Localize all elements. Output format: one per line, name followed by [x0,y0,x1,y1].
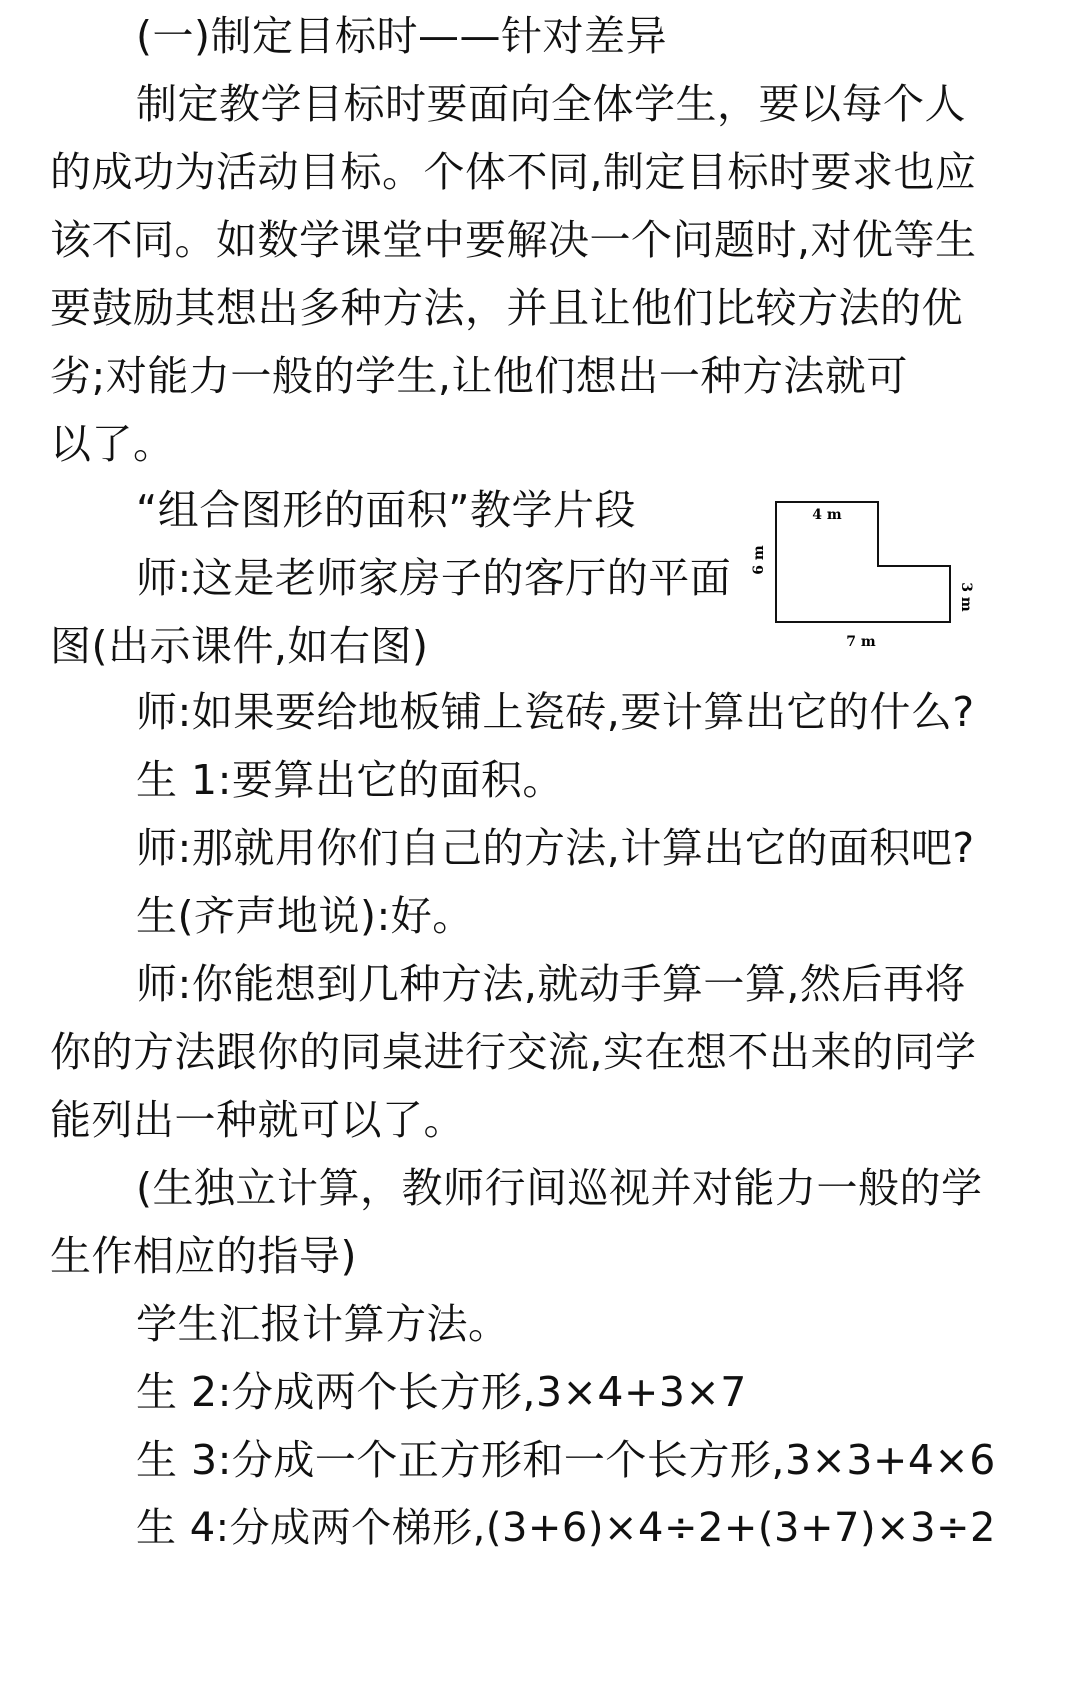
instruction-line: 你的方法跟你的同桌进行交流,实在想不出来的同学 [50,1028,977,1076]
answer-line: 生 3:分成一个正方形和一个长方形,3×3+4×6 [136,1436,996,1484]
dimension-top-label: 4 m [812,507,842,523]
instruction-line: 师:你能想到几种方法,就动手算一算,然后再将 [136,960,966,1008]
instruction-line: 能列出一种就可以了。 [50,1096,465,1144]
dimension-bottom-label: 7 m [846,634,876,650]
dimension-left-label: 6 m [751,545,767,575]
dimension-right-label: 3 m [958,582,974,612]
observation-line: 生作相应的指导) [50,1232,357,1280]
dialogue-line: 生 1:要算出它的面积。 [136,756,564,804]
dialogue-line: 师:如果要给地板铺上瓷砖,要计算出它的什么? [136,688,975,736]
paragraph-line: 要鼓励其想出多种方法，并且让他们比较方法的优 [50,284,963,332]
floor-plan-outline [776,502,950,622]
dialogue-line: 师:那就用你们自己的方法,计算出它的面积吧? [136,824,975,872]
paragraph-line: 以了。 [50,420,175,468]
answer-line: 生 4:分成两个梯形,(3+6)×4÷2+(3+7)×3÷2 [136,1505,996,1551]
teacher-intro-line: 图(出示课件,如右图) [50,622,429,670]
dialogue-line: 生(齐声地说):好。 [136,892,474,940]
answer-line: 生 2:分成两个长方形,3×4+3×7 [136,1368,747,1416]
section-heading: (一)制定目标时——针对差异 [136,12,667,60]
floor-plan-svg [751,502,1000,692]
teacher-intro-line: 师:这是老师家房子的客厅的平面 [136,554,732,602]
segment-title: “组合图形的面积”教学片段 [136,486,636,534]
paragraph-line: 的成功为活动目标。个体不同,制定目标时要求也应 [50,148,977,196]
paragraph-line: 该不同。如数学课堂中要解决一个问题时,对优等生 [50,216,977,264]
observation-line: (生独立计算，教师行间巡视并对能力一般的学 [136,1164,983,1212]
floor-plan-figure [751,502,1000,692]
paragraph-line: 制定教学目标时要面向全体学生，要以每个人 [136,80,966,128]
paragraph-line: 劣;对能力一般的学生,让他们想出一种方法就可 [50,352,908,400]
report-intro: 学生汇报计算方法。 [136,1300,510,1348]
